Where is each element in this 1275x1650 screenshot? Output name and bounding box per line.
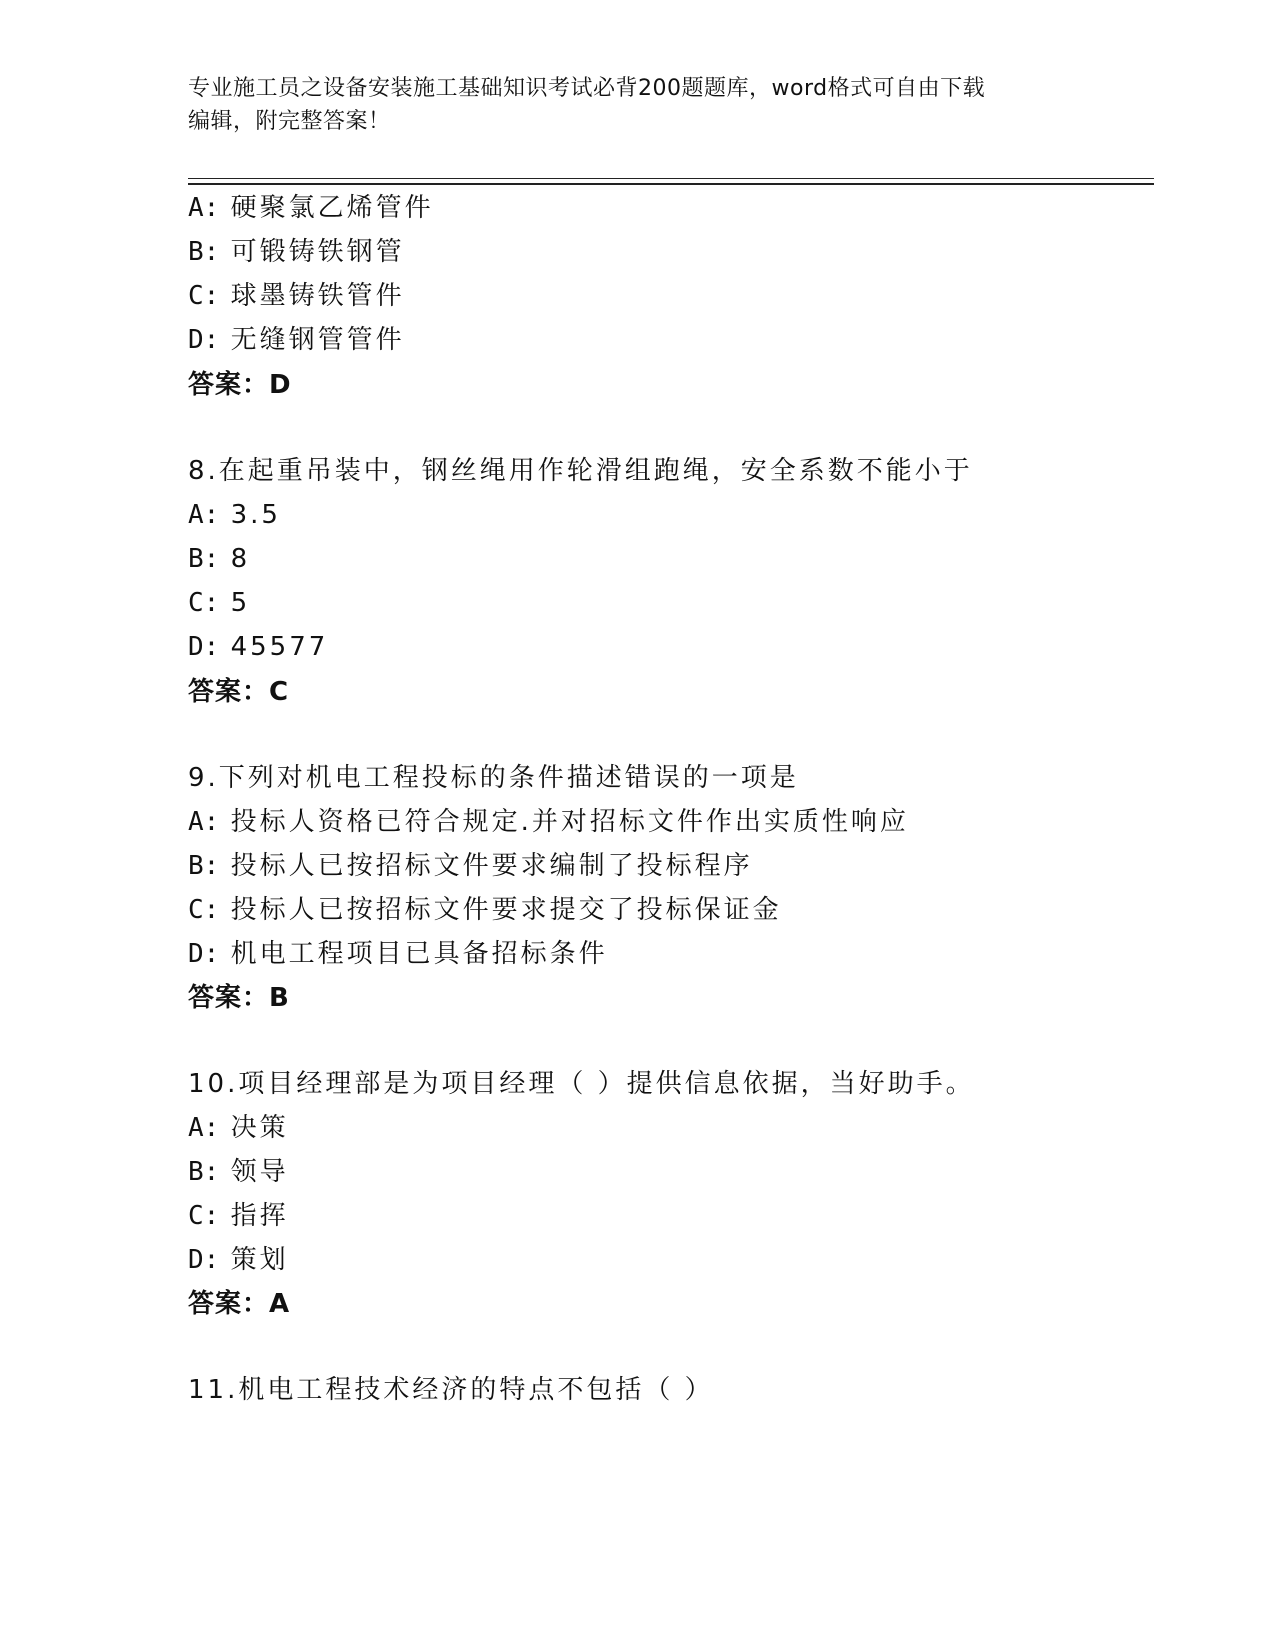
q7-option-a: A: 硬聚氯乙烯管件 — [188, 193, 434, 223]
q8-option-c: C: 5 — [188, 588, 251, 618]
q7-option-d: D: 无缝钢管管件 — [188, 325, 405, 355]
q9-option-b: B: 投标人已按招标文件要求编制了投标程序 — [188, 851, 753, 881]
header-divider-thin — [188, 178, 1154, 179]
q9-answer: 答案：B — [188, 983, 290, 1013]
q10-option-c: C: 指挥 — [188, 1201, 289, 1231]
q7-option-b: B: 可锻铸铁钢管 — [188, 237, 405, 267]
q9-question: 9.下列对机电工程投标的条件描述错误的一项是 — [188, 763, 799, 793]
q10-option-a: A: 决策 — [188, 1113, 289, 1143]
q10-answer: 答案：A — [188, 1289, 291, 1319]
q9-option-a: A: 投标人资格已符合规定.并对招标文件作出实质性响应 — [188, 807, 909, 837]
q8-question: 8.在起重吊装中，钢丝绳用作轮滑组跑绳，安全系数不能小于 — [188, 456, 973, 486]
q9-option-c: C: 投标人已按招标文件要求提交了投标保证金 — [188, 895, 782, 925]
q10-question: 10.项目经理部是为项目经理（ ）提供信息依据，当好助手。 — [188, 1069, 975, 1099]
q7-option-c: C: 球墨铸铁管件 — [188, 281, 405, 311]
q8-option-a: A: 3.5 — [188, 500, 281, 530]
q8-option-d: D: 45577 — [188, 632, 329, 662]
q7-answer: 答案：D — [188, 370, 292, 400]
header-title-line1: 专业施工员之设备安装施工基础知识考试必背200题题库，word格式可自由下载 — [188, 76, 986, 101]
header-divider-thick — [188, 183, 1154, 185]
document-header — [188, 72, 1088, 138]
q8-option-b: B: 8 — [188, 544, 251, 574]
q11-question: 11.机电工程技术经济的特点不包括（ ） — [188, 1375, 714, 1405]
q9-option-d: D: 机电工程项目已具备招标条件 — [188, 939, 608, 969]
q8-answer: 答案：C — [188, 677, 290, 707]
header-title-line2: 编辑，附完整答案！ — [188, 109, 391, 134]
q10-option-d: D: 策划 — [188, 1245, 289, 1275]
q10-option-b: B: 领导 — [188, 1157, 289, 1187]
